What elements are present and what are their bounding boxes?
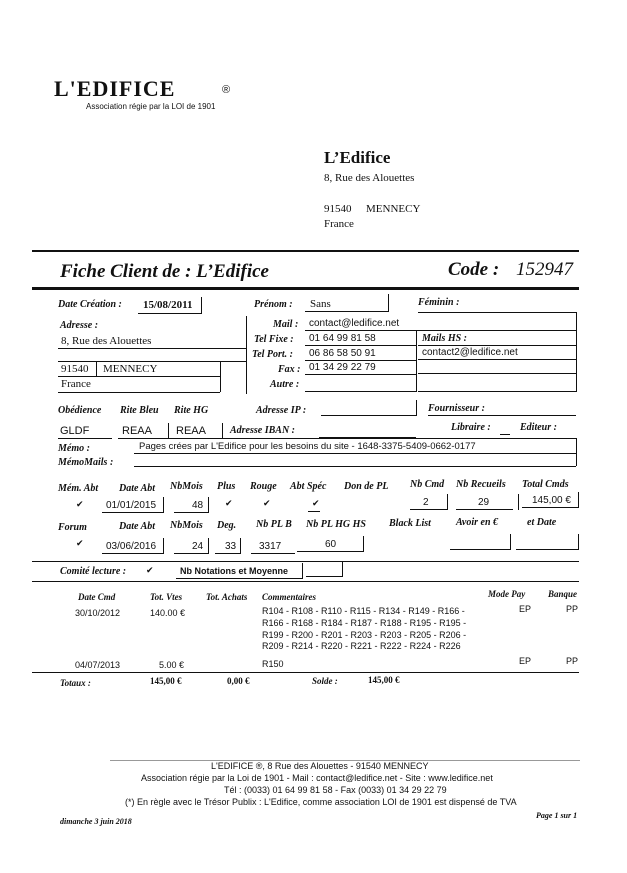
footer-line-3: Tél : (0033) 01 64 99 81 58 - Fax (0033) 01 34 29 22 79 bbox=[224, 785, 447, 795]
mem-abt-label: Mém. Abt bbox=[58, 483, 99, 494]
recipient-city: MENNECY bbox=[366, 203, 421, 215]
plus-check-icon: ✔ bbox=[225, 499, 233, 509]
footer-page: Page 1 sur 1 bbox=[536, 811, 578, 820]
comite-label: Comité lecture : bbox=[60, 566, 127, 577]
row-comment-line: R199 - R200 - R201 - R203 - R203 - R205 - R206 - bbox=[262, 630, 467, 640]
abt-nb-recueils-value: 29 bbox=[478, 497, 490, 508]
recipient-postcode: 91540 bbox=[324, 203, 352, 215]
obedience-value: GLDF bbox=[60, 425, 90, 437]
prenom-value: Sans bbox=[310, 298, 331, 310]
rite-bleu-value: REAA bbox=[122, 425, 152, 437]
tel-fixe-label: Tel Fixe : bbox=[254, 334, 294, 345]
mails-hs-label: Mails HS : bbox=[422, 333, 468, 344]
forum-nbmois-label: NbMois bbox=[170, 520, 203, 531]
rite-hg-label: Rite HG bbox=[174, 405, 209, 416]
row-banque: PP bbox=[566, 656, 579, 666]
libraire-label: Libraire : bbox=[451, 422, 491, 433]
comite-check-icon: ✔ bbox=[146, 566, 154, 576]
forum-bottom-rule bbox=[32, 561, 579, 562]
recipient-street: 8, Rue des Alouettes bbox=[324, 172, 415, 184]
abt-spec-label: Abt Spéc bbox=[290, 481, 327, 492]
footer-line-4: (*) En règle avec le Trésor Publix : L'Edifice, comme association LOI de 1901 est dispensé de TVA bbox=[125, 797, 517, 807]
code-value: 152947 bbox=[516, 259, 573, 280]
country-value: France bbox=[61, 378, 91, 390]
rouge-label: Rouge bbox=[250, 481, 277, 492]
col-date-cmd: Date Cmd bbox=[78, 592, 116, 602]
black-list-label: Black List bbox=[389, 518, 431, 529]
abt-nb-cmd-value: 2 bbox=[423, 497, 429, 508]
editeur-label: Editeur : bbox=[520, 422, 557, 433]
tel-port-label: Tel Port. : bbox=[252, 349, 294, 360]
total-cmds-label: Total Cmds bbox=[522, 479, 569, 490]
rite-bleu-label: Rite Bleu bbox=[120, 405, 159, 416]
col-banque: Banque bbox=[548, 589, 578, 599]
nb-cmd-label: Nb Cmd bbox=[410, 479, 445, 490]
col-tot-achats: Tot. Achats bbox=[206, 592, 248, 602]
adresse-label: Adresse : bbox=[60, 320, 99, 331]
date-creation-underline bbox=[138, 313, 201, 314]
nb-pl-b-label: Nb PL B bbox=[256, 519, 292, 530]
footer-date: dimanche 3 juin 2018 bbox=[60, 817, 132, 826]
comite-bottom-rule bbox=[32, 581, 579, 582]
notations-label: Nb Notations et Moyenne bbox=[180, 566, 289, 576]
total-achats-value: 0,00 € bbox=[227, 676, 250, 686]
city-value: MENNECY bbox=[103, 363, 158, 375]
solde-label: Solde : bbox=[312, 676, 338, 686]
row-comment-line: R104 - R108 - R110 - R115 - R134 - R149 - R166 - bbox=[262, 606, 465, 616]
abt-spec-check-icon: ✔ bbox=[312, 499, 320, 509]
title-bottom-rule bbox=[32, 287, 579, 290]
row-tot-vtes: 140.00 € bbox=[150, 608, 186, 618]
logo-title: L'EDIFICE bbox=[54, 76, 176, 101]
rite-hg-value: REAA bbox=[176, 425, 206, 437]
row-comment-line: R166 - R168 - R184 - R187 - R188 - R195 - R195 - bbox=[262, 618, 467, 628]
don-pl-label: Don de PL bbox=[344, 481, 389, 492]
adresse-iban-label: Adresse IBAN : bbox=[230, 425, 296, 436]
solde-value: 145,00 € bbox=[368, 675, 400, 685]
avoir-label: Avoir en € bbox=[456, 517, 499, 528]
plus-label: Plus bbox=[217, 481, 236, 492]
footer-line-2: Association régie par la Loi de 1901 - Mail : contact@ledifice.net - Site : www.ledifice.net bbox=[141, 773, 493, 783]
tel-fixe-value: 01 64 99 81 58 bbox=[309, 333, 376, 344]
abt-total-cmds-value: 145,00 € bbox=[532, 495, 571, 506]
row-mode-pay: EP bbox=[519, 604, 532, 614]
registered-mark: ® bbox=[222, 84, 231, 96]
adresse-ip-label: Adresse IP : bbox=[256, 405, 307, 416]
code-label: Code : bbox=[448, 259, 500, 280]
date-creation-value: 15/08/2011 bbox=[143, 299, 193, 311]
totaux-label: Totaux : bbox=[60, 678, 91, 688]
postcode-value: 91540 bbox=[61, 363, 89, 375]
prenom-label: Prénom : bbox=[254, 299, 293, 310]
tel-port-value: 06 86 58 50 91 bbox=[309, 348, 376, 359]
logo-subtitle: Association régie par la LOI de 1901 bbox=[86, 102, 216, 111]
row-comment-line: R150 bbox=[262, 659, 284, 669]
forum-date-abt-label: Date Abt bbox=[119, 521, 156, 532]
memo-label: Mémo : bbox=[58, 443, 90, 454]
forum-check-icon: ✔ bbox=[76, 539, 84, 549]
memomails-label: MémoMails : bbox=[58, 457, 114, 468]
memo-value: Pages crées par L'Edifice pour les besoins du site - 1648-3375-5409-0662-0177 bbox=[139, 441, 476, 452]
abt-nbmois-value: 48 bbox=[192, 500, 204, 511]
forum-nbmois-value: 24 bbox=[192, 541, 204, 552]
feminin-label: Féminin : bbox=[418, 297, 460, 308]
totals-top-rule bbox=[32, 672, 579, 673]
row-date: 04/07/2013 bbox=[75, 660, 121, 670]
forum-deg-value: 33 bbox=[225, 541, 237, 552]
col-tot-vtes: Tot. Vtes bbox=[150, 592, 183, 602]
mem-abt-check-icon: ✔ bbox=[76, 500, 84, 510]
nbmois-label: NbMois bbox=[170, 481, 203, 492]
date-abt-label: Date Abt bbox=[119, 483, 156, 494]
deg-label: Deg. bbox=[217, 520, 237, 531]
col-mode-pay: Mode Pay bbox=[488, 589, 526, 599]
forum-date-value: 03/06/2016 bbox=[106, 541, 157, 552]
footer-line-1: L'EDIFICE ®, 8 Rue des Alouettes - 91540 MENNECY bbox=[211, 761, 429, 771]
title-top-rule bbox=[32, 250, 579, 252]
fournisseur-label: Fournisseur : bbox=[428, 403, 485, 414]
row-mode-pay: EP bbox=[519, 656, 532, 666]
col-commentaires: Commentaires bbox=[262, 592, 317, 602]
recipient-country: France bbox=[324, 218, 354, 230]
row-banque: PP bbox=[566, 604, 579, 614]
forum-nb-pl-hg-hs-value: 60 bbox=[325, 539, 337, 550]
obedience-label: Obédience bbox=[58, 405, 102, 416]
mail-label: Mail : bbox=[273, 319, 299, 330]
row-tot-vtes: 5.00 € bbox=[159, 660, 185, 670]
forum-label: Forum bbox=[58, 522, 87, 533]
mails-hs-value: contact2@ledifice.net bbox=[422, 347, 518, 358]
fiche-title: Fiche Client de : L’Edifice bbox=[60, 261, 269, 282]
nb-recueils-label: Nb Recueils bbox=[456, 479, 506, 490]
date-creation-label: Date Création : bbox=[58, 299, 122, 310]
total-vtes-value: 145,00 € bbox=[150, 676, 182, 686]
adresse-value: 8, Rue des Alouettes bbox=[61, 335, 152, 347]
autre-label: Autre : bbox=[270, 379, 300, 390]
nb-pl-hg-hs-label: Nb PL HG HS bbox=[306, 519, 366, 530]
et-date-label: et Date bbox=[527, 517, 557, 528]
rouge-check-icon: ✔ bbox=[263, 499, 271, 509]
recipient-name: L’Edifice bbox=[324, 148, 391, 167]
row-date: 30/10/2012 bbox=[75, 608, 121, 618]
abt-date-value: 01/01/2015 bbox=[106, 500, 157, 511]
mail-value: contact@ledifice.net bbox=[309, 318, 400, 329]
fax-label: Fax : bbox=[278, 364, 301, 375]
fax-value: 01 34 29 22 79 bbox=[309, 362, 376, 373]
forum-nb-pl-b-value: 3317 bbox=[259, 541, 282, 552]
row-comment-line: R209 - R214 - R220 - R221 - R222 - R224 - R226 bbox=[262, 641, 461, 651]
